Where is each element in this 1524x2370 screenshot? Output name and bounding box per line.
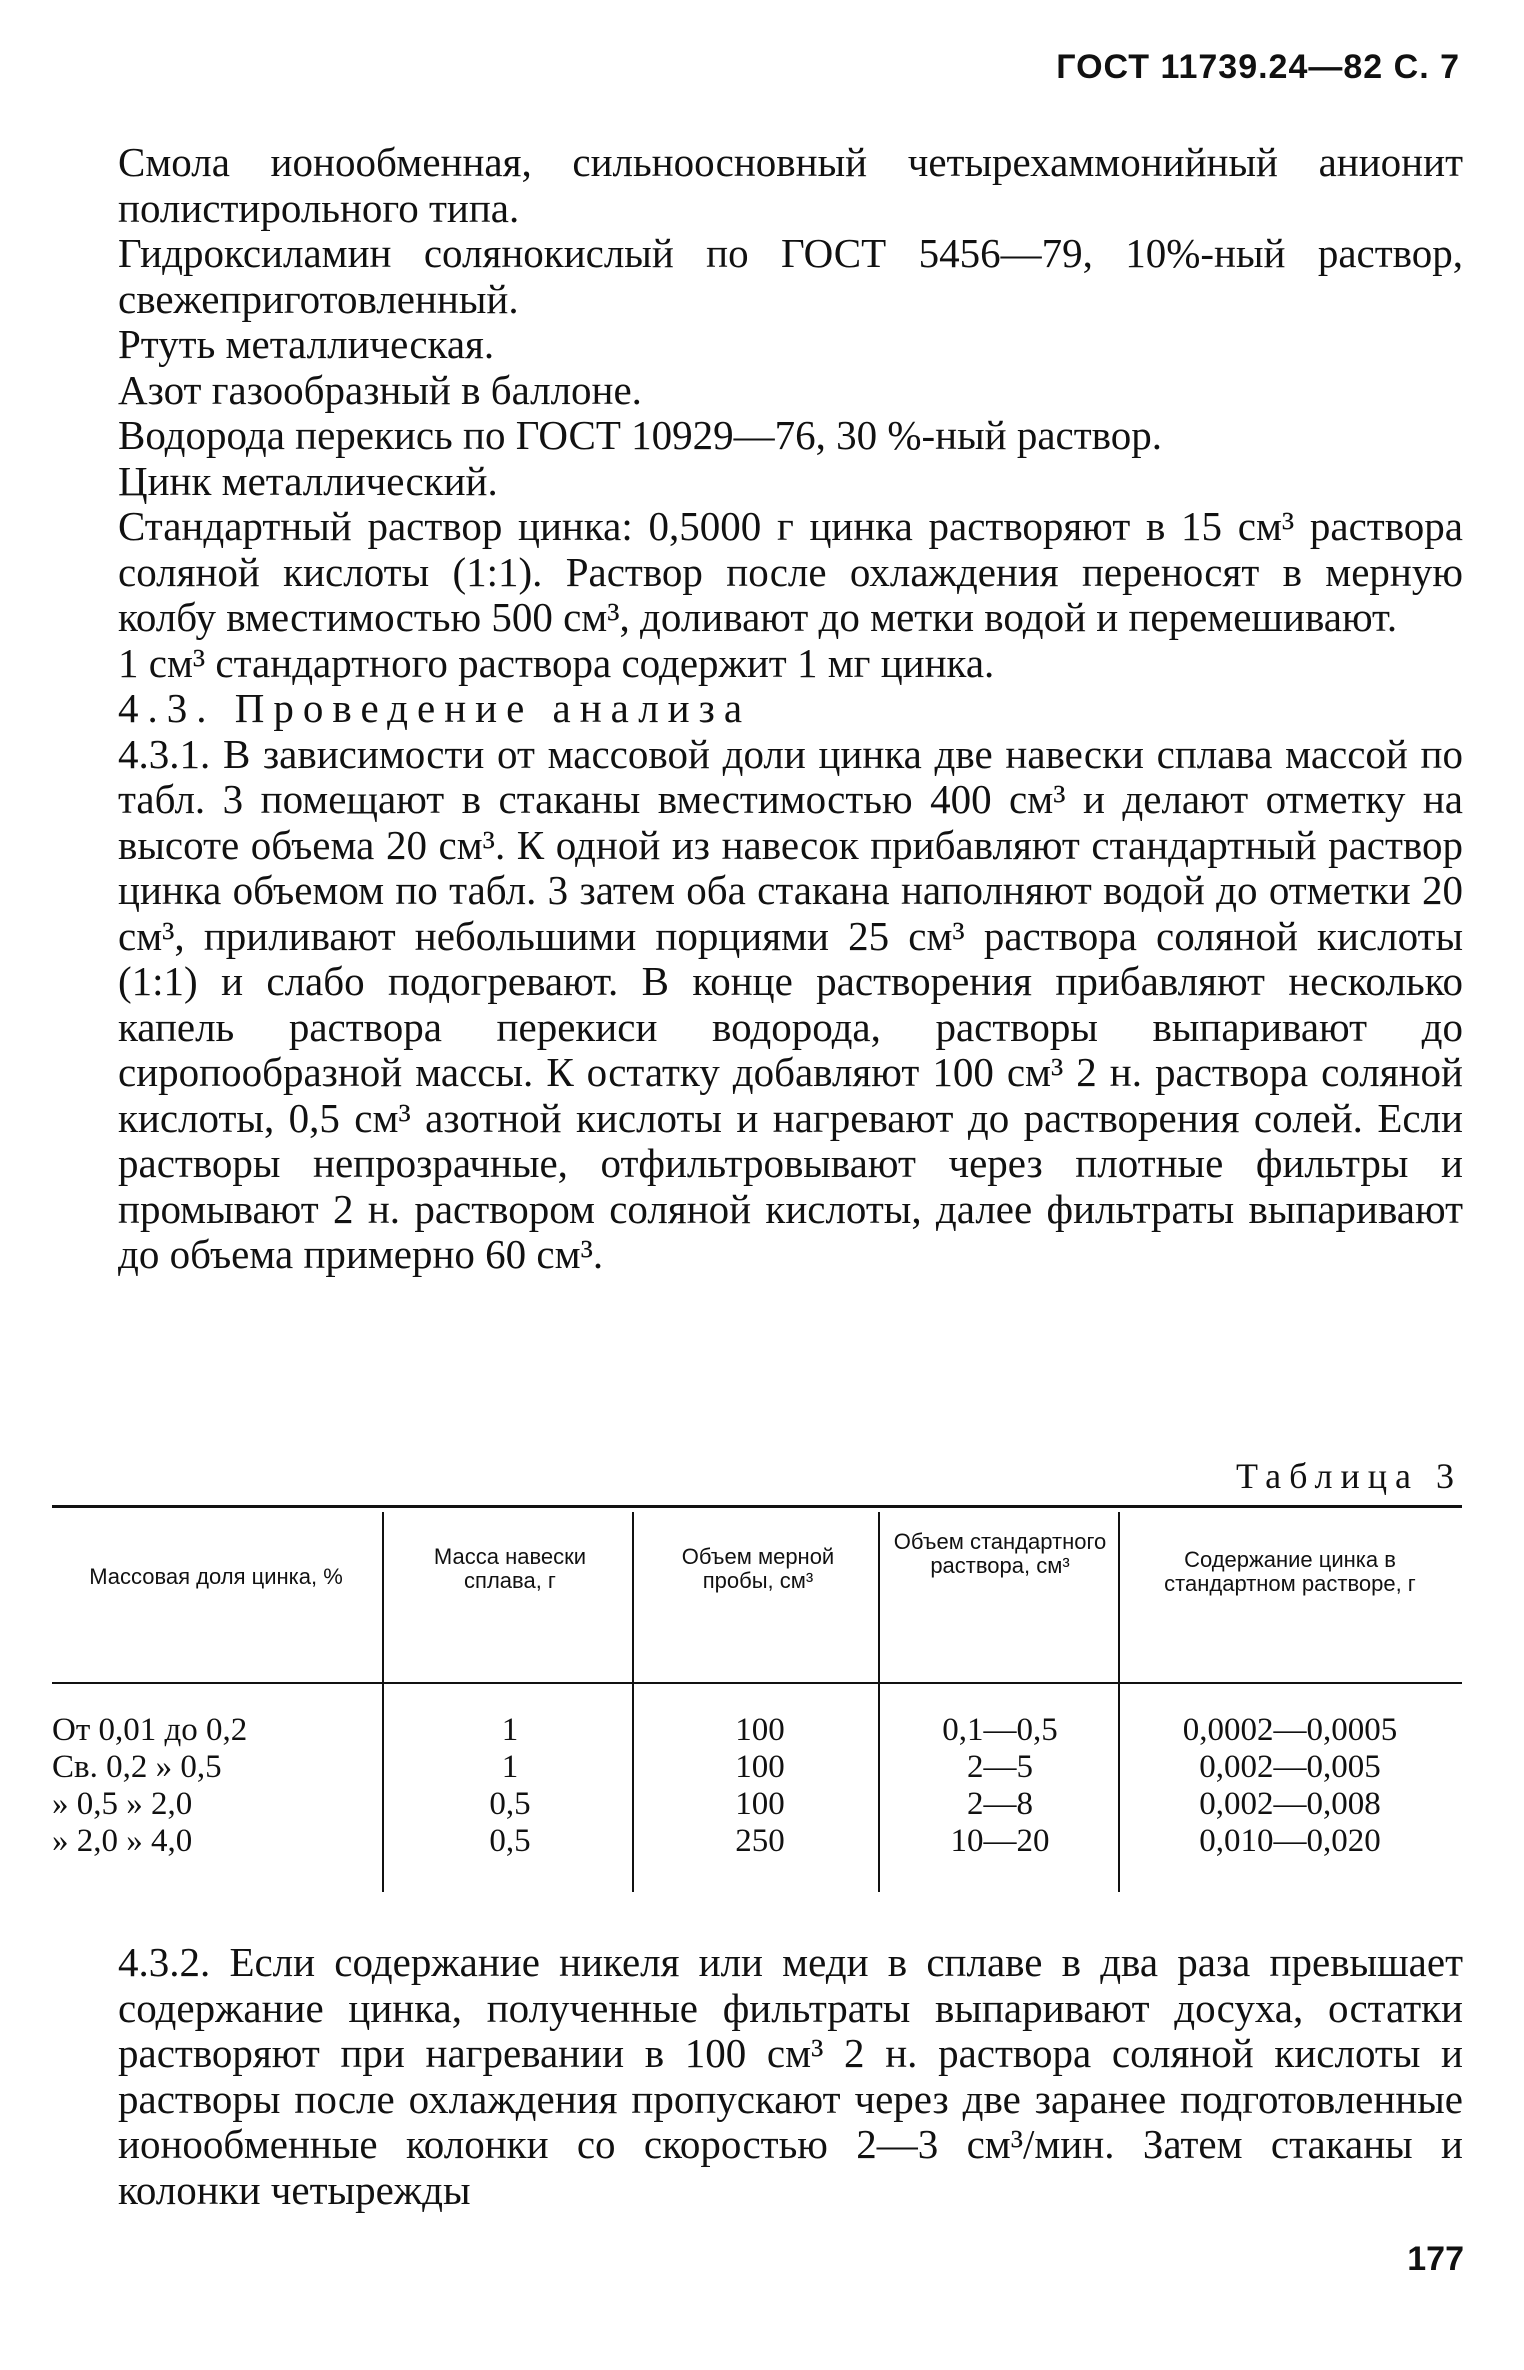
table-cell: » 2,0 » 4,0 bbox=[52, 1823, 193, 1859]
table-cell: 0,5 bbox=[489, 1786, 531, 1822]
paragraph: Ртуть металлическая. bbox=[118, 321, 495, 367]
table-cell: 10—20 bbox=[950, 1823, 1050, 1859]
table-column-mass-fraction bbox=[52, 1712, 372, 1860]
paragraph: 1 см³ стандартного раствора содержит 1 мг цинка. bbox=[118, 639, 995, 686]
paragraph: 4.3.1. В зависимости от массовой доли цинка две навески сплава массой по табл. 3 помещают в стаканы вместимостью 400 см³ и делают отметку на высоте объема 20 см³. К одной из навесок прибавляют стандартный раствор цинка объемом по табл. 3 затем оба стакана наполняют водой до отметки 20 см³, приливают небольшими порциями 25 см³ раствора соляной кислоты (1:1) и слабо подогревают. В конце растворения прибавляют несколько капель раствора перекиси водорода, растворы выпаривают до сиропообразной массы. К остатку добавляют 100 см³ 2 н. раствора соляной кислоты, 0,5 см³ азотной кислоты и нагревают до растворения солей. Если растворы непрозрачные, отфильтровывают через плотные фильтры и промывают 2 н. раствором соляной кислоты, далее фильтраты выпаривают до объема примерно 60 см³. bbox=[118, 730, 1463, 1277]
table-cell: » 0,5 » 2,0 bbox=[52, 1786, 193, 1822]
table-column-standard-volume bbox=[890, 1712, 1110, 1860]
paragraph: Азот газообразный в баллоне. bbox=[118, 366, 642, 413]
table-column-divider bbox=[1118, 1512, 1120, 1892]
table-column-sample-mass bbox=[410, 1712, 610, 1860]
table-header-cell: Объем стандартного раствора, см³ bbox=[893, 1529, 1107, 1578]
table-cell: 100 bbox=[735, 1712, 785, 1748]
table-cell: 2—5 bbox=[967, 1749, 1033, 1785]
paragraph: Цинк металлический. bbox=[118, 457, 498, 504]
table-cell: Св. 0,2 » 0,5 bbox=[52, 1749, 222, 1785]
table-cell: 0,002—0,008 bbox=[1199, 1786, 1381, 1822]
table-caption: Таблица 3 bbox=[1236, 1456, 1462, 1496]
table-cell: 1 bbox=[501, 1749, 519, 1785]
table-header-cell: Массовая доля цинка, % bbox=[89, 1564, 343, 1589]
bottom-text-block bbox=[118, 1940, 1463, 2213]
paragraph: Гидроксиламин солянокислый по ГОСТ 5456—79, 10%-ный раствор, свежеприготовленный. bbox=[118, 230, 1463, 322]
table-column-divider bbox=[632, 1512, 634, 1892]
table-header-cell: Содержание цинка в стандартном растворе, г bbox=[1164, 1547, 1416, 1596]
table-cell: 100 bbox=[735, 1786, 785, 1822]
table-top-rule bbox=[52, 1505, 1462, 1508]
table-column-divider bbox=[878, 1512, 880, 1892]
table-cell: 0,5 bbox=[489, 1823, 531, 1859]
table-header-cell: Масса навески сплава, г bbox=[433, 1544, 587, 1593]
table-cell: 0,010—0,020 bbox=[1199, 1823, 1381, 1859]
table-header-rule bbox=[52, 1682, 1462, 1684]
table-column-sample-volume bbox=[660, 1712, 860, 1860]
table-cell: 0,1—0,5 bbox=[942, 1712, 1058, 1748]
table-header-cell: Объем мерной пробы, см³ bbox=[681, 1544, 835, 1593]
page-number: 177 bbox=[1407, 2240, 1464, 2278]
page-header: ГОСТ 11739.24—82 С. 7 bbox=[1056, 48, 1460, 86]
table-cell: 0,002—0,005 bbox=[1199, 1749, 1381, 1785]
table-cell: 250 bbox=[735, 1823, 785, 1859]
table-column-zinc-content bbox=[1130, 1712, 1450, 1860]
paragraph: Смола ионообменная, сильноосновный четырехаммонийный анионит полистирольного типа. bbox=[118, 139, 1463, 231]
table-cell: 100 bbox=[735, 1749, 785, 1785]
table-cell: 0,0002—0,0005 bbox=[1182, 1712, 1398, 1748]
paragraph: Водорода перекись по ГОСТ 10929—76, 30 %-ный раствор. bbox=[118, 412, 1162, 458]
top-text-block bbox=[118, 140, 1463, 1278]
paragraph: Стандартный раствор цинка: 0,5000 г цинка растворяют в 15 см³ раствора соляной кислоты (1:1). Раствор после охлаждения переносят в мерную колбу вместимостью 500 см³, доливают до метки водой и перемешивают. bbox=[118, 503, 1463, 640]
table-cell: 2—8 bbox=[967, 1786, 1033, 1822]
section-heading: 4.3. Проведение анализа bbox=[118, 685, 752, 731]
table-cell: 1 bbox=[501, 1712, 519, 1748]
paragraph: 4.3.2. Если содержание никеля или меди в сплаве в два раза превышает содержание цинка, полученные фильтраты выпаривают досуха, остатки растворяют при нагревании в 100 см³ 2 н. раствора соляной кислоты и растворы после охлаждения пропускают через две заранее подготовленные ионообменные колонки со скоростью 2—3 см³/мин. Затем стаканы и колонки четырежды bbox=[118, 1939, 1463, 2213]
table-column-divider bbox=[382, 1512, 384, 1892]
table-cell: От 0,01 до 0,2 bbox=[52, 1712, 248, 1748]
